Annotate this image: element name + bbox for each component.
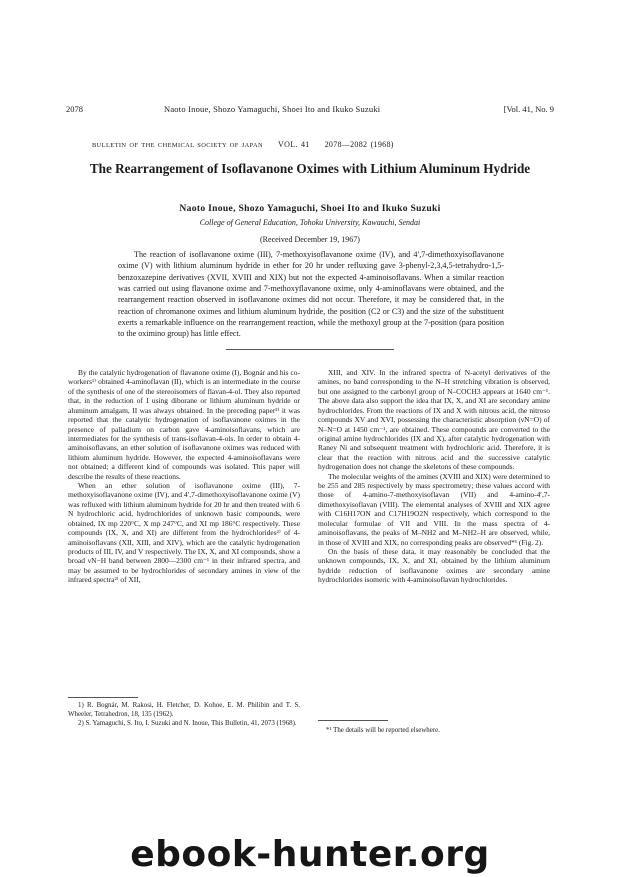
footnote: *¹ The details will be reported elsewhere.	[326, 727, 440, 734]
journal-volume: VOL. 41	[278, 140, 310, 149]
watermark-logo: ebook-hunter.org	[130, 834, 490, 875]
reference-item: 2) S. Yamaguchi, S. Ito, I. Suzuki and N. Inoue, This Bulletin, 41, 2073 (1968).	[78, 720, 297, 728]
running-head: Naoto Inoue, Shozo Yamaguchi, Shoei Ito and Ikuko Suzuki	[164, 104, 381, 114]
page-number: 2078	[66, 104, 83, 114]
footnote-divider	[68, 697, 138, 698]
received-date: (Received December 19, 1967)	[260, 235, 360, 244]
section-divider	[226, 349, 394, 350]
author-list: Naoto Inoue, Shozo Yamaguchi, Shoei Ito and Ikuko Suzuki	[179, 203, 441, 214]
paper-title: The Rearrangement of Isoflavanone Oximes with Lithium Aluminum Hydride	[89, 161, 531, 176]
abstract: The reaction of isoflavanone oxime (III), 7-methoxyisoflavanone oxime (IV), and 4′,7-dimethoxyisoflavanone oxime (V) with lithium aluminum hydride in ether for 20 hr under refluxing gave 3-phenyl-2,3,4,5-tetrahydro-1,5-benzoxazepine derivatives (XVII, XVIII and XIX) but not the expected 4-aminoisoflavans. When a similar reaction was carried out using flavanone oxime and 7-methoxyflavanone oxime, only 4-aminoflavans were obtained, and the rearrangement reaction observed in isoflavanone oximes did not occur. Therefore, it may be considered that, in the reaction of chromanone oximes and lithium aluminum hydride, the position (C2 or C3) and the size of the substituent exerts a remarkable influence on the rearrangement reaction, while the methoxyl group at the 7-position (para position to the oximino group) has little effect.	[118, 250, 504, 339]
body-paragraph: The molecular weights of the amines (XVIII and XIX) were determined to be 255 and 285 respectively by mass spectrometry; these values accord with those of 4-amino-7-methoxyisoflavan (VII) and 4-amino-4′,7-dimethoxyisoflavan (VIII). The elemental analyses of XVIII and XIX agree with C16H17ON and C17H19O2N respectively, which correspond to the molecular formulae of VII and VIII. In the mass spectra of 4-aminoisoflavans, the peaks of M–NH2 and M–NH2–H are observed, while, in those of XVIII and XIX, no corresponding peaks are observed*¹ (Fig. 2).	[318, 471, 551, 547]
journal-pages: 2078—2082 (1968)	[324, 140, 394, 149]
references	[68, 702, 300, 730]
journal-line	[92, 140, 394, 149]
journal-name: BULLETIN OF THE CHEMICAL SOCIETY OF JAPAN	[92, 142, 264, 149]
body-column-left	[68, 368, 300, 585]
footnote-divider	[318, 720, 388, 721]
body-paragraph: On the basis of these data, it may reasonably be concluded that the unknown compounds, IX, X, and XI, obtained by the lithium aluminum hydride reduction of isoflavanone oximes are secondary amine hydrochlorides isomeric with 4-aminoisoflavan hydrochlorides.	[318, 547, 550, 585]
body-paragraph: When an ether solution of isoflavanone oxime (III), 7-methoxyisoflavanone oxime (IV), and 4′,7-dimethoxyisoflavanone oxime (V) was refluxed with lithium aluminum hydride for 20 hr and then treated with 6 N hydrochloric acid, hydrochlorides of unknown basic compounds, were obtained, IX mp 220°C, X mp 247°C, and XI mp 186°C respectively. These compounds (IX, X, and XI) are different from the hydrochlorides²⁾ of 4-aminoisoflavans (XII, XIII, and XIV), which are the catalytic hydrogenation products of III, IV, and V respectively. The IX, X, and XI compounds, show a broad νN−H band between 2800—2300 cm⁻¹ in their infrared spectra, and may be assumed to be hydrochlorides of secondary amines in view of the infrared spectra²⁾ of XII,	[68, 481, 300, 585]
volume-number: [Vol. 41, No. 9	[503, 104, 554, 114]
body-paragraph: By the catalytic hydrogenation of flavanone oxime (I), Bognár and his co-workers¹⁾ obtained 4-aminoflavan (II), which is an intermediate in the course of the synthesis of one of the stereoisomers of flavan-4-ol. They also reported that, in the reduction of I using diborane or lithium aluminum hydride or aluminum amalgam, II was always obtained. In the preceding paper²⁾ it was reported that the catalytic hydrogenation of isoflavanone oximes in the presence of palladium on carbon gave 4-aminoisoflavans, which are intermediates for the synthesis of trans-isoflavan-4-ols. In order to obtain 4-aminoisoflavans, an ether solution of isoflavanone oximes was reduced with lithium aluminum hydride. However, the expected 4-aminoisoflavans were not obtained; a different kind of compounds was isolated. This paper will describe the results of these reactions.	[68, 368, 300, 481]
reference-item: 1) R. Bognár, M. Rakosi, H. Fletcher, D. Kohoe, E. M. Philibin and T. S. Wheeler, Tetrahedron, 18, 135 (1962).	[68, 702, 300, 718]
body-column-right	[318, 368, 550, 585]
body-paragraph: XIII, and XIV. In the infrared spectra of N-acetyl derivatives of the amines, no band corresponding to the N–H stretching vibration is observed, but one assigned to the carbonyl group of N–COCH3 appears at 1640 cm⁻¹. The above data also support the idea that IX, X, and XI are secondary amine hydrochlorides. From the reactions of IX and X with nitrous acid, the nitroso compounds XV and XVI, possessing the characteristic absorption (νN=O) of N–N=O at 1450 cm⁻¹, are obtained. These compounds are converted to the original amine hydrochlorides (IX and X), after catalytic hydrogenation with Raney Ni and subsequent treatment with hydrochloric acid. Therefore, it is clear that the reaction with nitrous acid and the successive catalytic hydrogenation does not change the skeletons of these compounds.	[318, 368, 550, 472]
affiliation: College of General Education, Tohoku University, Kawauchi, Sendai	[199, 218, 421, 227]
